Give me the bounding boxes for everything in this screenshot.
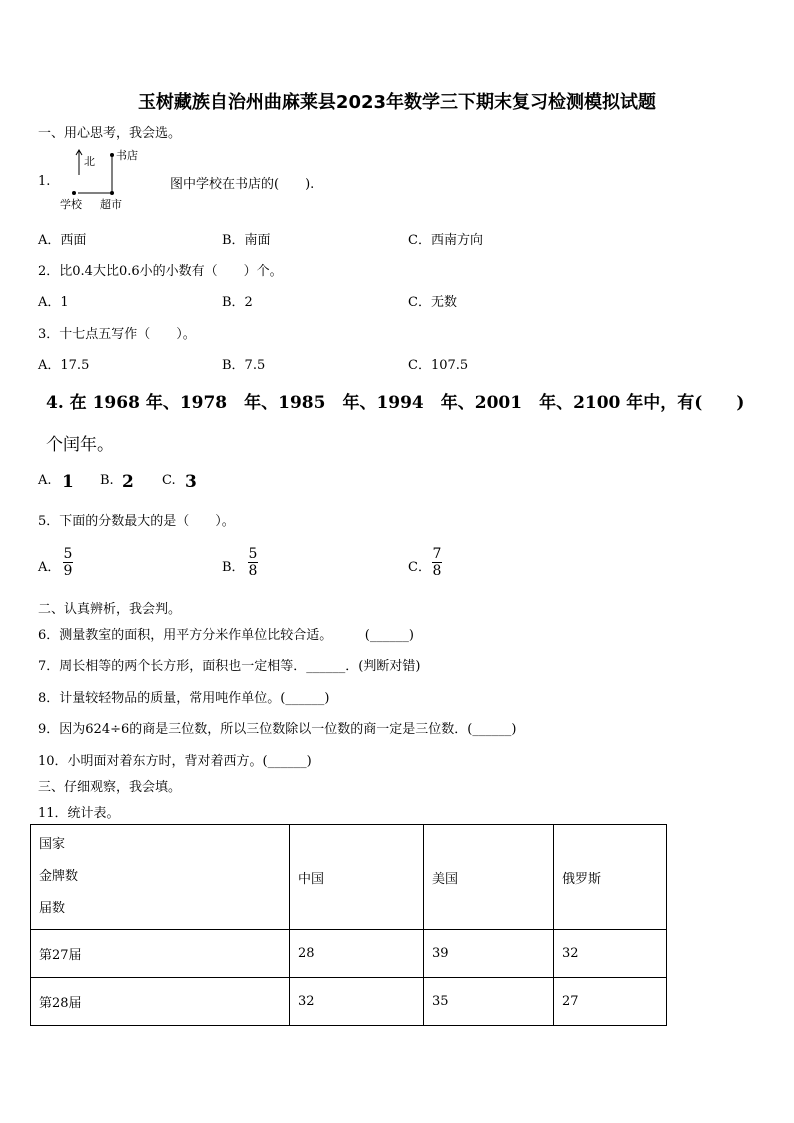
- column-header-russia: 俄罗斯: [554, 825, 667, 930]
- page-title: 玉树藏族自治州曲麻莱县2023年数学三下期末复习检测模拟试题: [137, 92, 657, 113]
- q11-text: 11．统计表。: [38, 806, 120, 821]
- q2-option-b: B．2: [222, 295, 253, 310]
- table-cell: 35: [424, 978, 554, 1026]
- q1-number: 1.: [38, 174, 51, 189]
- table-cell: 32: [290, 978, 424, 1026]
- column-header-usa: 美国: [424, 825, 554, 930]
- fraction-denominator: 9: [63, 563, 73, 579]
- table-header-row: [31, 825, 667, 930]
- q1-option-c: C．西南方向: [408, 233, 483, 248]
- q5-option-a-fraction: [63, 546, 73, 579]
- q10-text: 10．小明面对着东方时，背对着西方。(______): [38, 754, 312, 769]
- table-cell: 28: [290, 930, 424, 978]
- row-label: 第27届: [31, 930, 290, 978]
- q5-option-b-label: B．: [222, 560, 245, 575]
- header-label-country: 国家: [39, 837, 66, 852]
- q5-option-b-fraction: [248, 546, 258, 579]
- map-label-school: 学校: [60, 198, 82, 211]
- map-label-market: 超市: [100, 198, 122, 211]
- q3-option-b: B．7.5: [222, 358, 266, 373]
- fraction-numerator: 7: [432, 546, 442, 562]
- bookstore-dot: [110, 153, 114, 157]
- q1-text: 图中学校在书店的( ).: [170, 177, 315, 192]
- table-cell: 32: [554, 930, 667, 978]
- fraction-numerator: 5: [63, 546, 73, 562]
- q4-option-b-value: 2: [122, 472, 134, 492]
- q1-option-b: B．南面: [222, 233, 271, 248]
- header-label-medals: 金牌数: [39, 869, 79, 884]
- map-label-north: 北: [84, 155, 95, 168]
- q2-option-c: C．无数: [408, 295, 457, 310]
- section-2-heading: 二、认真辨析，我会判。: [38, 602, 182, 617]
- q5-option-a-label: A．: [38, 560, 61, 575]
- market-dot: [110, 191, 114, 195]
- section-3-heading: 三、仔细观察，我会填。: [38, 780, 182, 795]
- q5-text: 5．下面的分数最大的是（ ）。: [38, 514, 235, 529]
- fraction-denominator: 8: [432, 563, 442, 579]
- column-header-china: 中国: [290, 825, 424, 930]
- q4-option-a-label: A.: [38, 473, 52, 488]
- q5-option-c-label: C．: [408, 560, 431, 575]
- school-dot: [72, 191, 76, 195]
- q3-option-a: A．17.5: [38, 358, 90, 373]
- table-corner-header: [31, 825, 290, 930]
- q7-text: 7．周长相等的两个长方形，面积也一定相等．______．(判断对错): [38, 659, 421, 674]
- q6-text: 6．测量教室的面积，用平方分米作单位比较合适。 (______): [38, 628, 414, 643]
- q2-option-a: A．1: [38, 295, 69, 310]
- row-label: 第28届: [31, 978, 290, 1026]
- q4-text-line1: 4. 在 1968 年、1978 年、1985 年、1994 年、2001 年、2100 年中，有( ): [46, 393, 745, 413]
- statistics-table: [30, 824, 667, 1026]
- table-cell: 27: [554, 978, 667, 1026]
- q2-text: 2．比0.4大比0.6小的小数有（ ）个。: [38, 264, 283, 279]
- q5-option-c-fraction: [432, 546, 442, 579]
- q9-text: 9．因为624÷6的商是三位数，所以三位数除以一位数的商一定是三位数．(______): [38, 722, 517, 737]
- fraction-denominator: 8: [248, 563, 258, 579]
- section-1-heading: 一、用心思考，我会选。: [38, 126, 182, 141]
- q4-option-c-value: 3: [185, 472, 197, 492]
- q4-option-b-label: B.: [100, 473, 114, 488]
- table-row: [31, 930, 667, 978]
- q4-option-c-label: C.: [162, 473, 176, 488]
- q8-text: 8．计量较轻物品的质量，常用吨作单位。(______): [38, 691, 330, 706]
- fraction-numerator: 5: [248, 546, 258, 562]
- q4-option-a-value: 1: [62, 472, 74, 492]
- table-row: [31, 978, 667, 1026]
- table-cell: 39: [424, 930, 554, 978]
- q3-option-c: C．107.5: [408, 358, 469, 373]
- header-label-session: 届数: [39, 901, 66, 916]
- map-label-bookstore: 书店: [116, 149, 138, 162]
- q1-option-a: A．西面: [38, 233, 87, 248]
- q4-text-line2: 个闰年。: [46, 435, 114, 455]
- q3-text: 3．十七点五写作（ ）。: [38, 327, 196, 342]
